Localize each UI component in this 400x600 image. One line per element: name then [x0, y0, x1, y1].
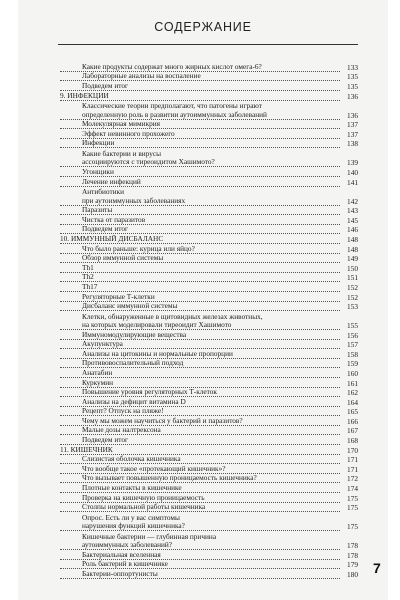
toc-entry — [60, 177, 358, 187]
toc-entry-page: 159 — [347, 359, 358, 369]
toc-entry-page: 157 — [347, 340, 358, 350]
toc-entry — [60, 388, 358, 398]
toc-entry-title: нарушения функций кишечника? — [60, 522, 340, 531]
toc-entry-page: 145 — [347, 215, 358, 225]
toc-entry-page: 158 — [347, 349, 358, 359]
toc-entry-page: 149 — [347, 254, 358, 264]
toc-entry-page: 148 — [347, 244, 358, 254]
toc-entry — [60, 196, 358, 206]
toc-entry-page: 135 — [347, 81, 358, 91]
toc-entry — [60, 254, 358, 264]
toc-entry-page: 152 — [347, 292, 358, 302]
toc-entry-title: Повышение уровня регуляторных Т-клеток — [60, 388, 340, 397]
toc-entry-title: Инфекции — [60, 139, 340, 148]
toc-entry — [60, 72, 358, 82]
toc-entry-title: Какие бактерии и вирусы — [82, 149, 162, 158]
toc-entry-page: 152 — [347, 283, 358, 293]
toc-entry — [60, 550, 358, 560]
toc-entry-title: 10. ИММУННЫЙ ДИСБАЛАНС — [60, 235, 340, 244]
toc-entry-page: 170 — [347, 445, 358, 455]
toc-entry-page: 179 — [347, 560, 358, 570]
header-rule — [58, 44, 358, 45]
toc-entry-page: 141 — [347, 177, 358, 187]
toc-chapter-heading — [60, 445, 358, 455]
toc-entry — [60, 206, 358, 216]
toc-entry-title: при аутоиммунных заболеваниях — [60, 197, 340, 206]
toc-entry-title: Анатабин — [60, 369, 340, 378]
toc-entry — [60, 349, 358, 359]
toc-entry-title: Чистка от паразитов — [60, 216, 340, 225]
toc-entry-page: 180 — [347, 569, 358, 579]
toc-entry-page: 151 — [347, 273, 358, 283]
toc-entry-page: 156 — [347, 330, 358, 340]
toc-entry-page: 138 — [347, 139, 358, 149]
toc-entry-page: 165 — [347, 407, 358, 417]
toc-entry — [60, 464, 358, 474]
toc-entry-title: аутоиммунных заболеваний? — [60, 541, 340, 550]
toc-entry — [60, 148, 358, 158]
toc-entry — [60, 522, 358, 532]
toc-entry — [60, 62, 358, 72]
toc-entry-page: 142 — [347, 196, 358, 206]
toc-entry — [60, 531, 358, 541]
table-of-contents — [60, 62, 358, 579]
toc-entry-title: Подведем итог — [60, 82, 340, 91]
toc-entry-title: 9. ИНФЕКЦИИ — [60, 92, 340, 101]
toc-entry — [60, 569, 358, 579]
toc-entry-title: Куркумин — [60, 379, 340, 388]
toc-entry — [60, 560, 358, 570]
toc-entry-title: Эффект невинного прохожего — [60, 130, 340, 139]
toc-entry — [60, 330, 358, 340]
toc-entry-title: Подведем итог — [60, 436, 340, 445]
toc-entry-page: 137 — [347, 120, 358, 130]
toc-entry — [60, 474, 358, 484]
toc-entry — [60, 120, 358, 130]
toc-entry — [60, 340, 358, 350]
toc-entry — [60, 416, 358, 426]
toc-entry-page: 135 — [347, 72, 358, 82]
toc-entry-page: 139 — [347, 158, 358, 168]
toc-entry-title: Слизистая оболочка кишечника — [60, 455, 340, 464]
toc-entry-title: Анализы на дефицит витамина D — [60, 398, 340, 407]
toc-entry-title: Антибиотики — [82, 188, 124, 197]
toc-entry-title: Лечение инфекций — [60, 178, 340, 187]
toc-entry — [60, 292, 358, 302]
page-number: 7 — [373, 560, 381, 576]
toc-entry — [60, 302, 358, 312]
toc-entry-title: определенную роль в развитии аутоиммунных заболеваний — [60, 111, 340, 120]
toc-entry-title: 11. КИШЕЧНИК — [60, 446, 340, 455]
toc-entry-title: Опрос. Есть ли у вас симптомы — [82, 513, 180, 522]
toc-entry — [60, 263, 358, 273]
toc-entry-title: Чему мы можем научиться у бактерий и паразитов? — [60, 417, 340, 426]
toc-entry-title: Лабораторные анализы на воспаление — [60, 72, 340, 81]
toc-entry — [60, 512, 358, 522]
book-page — [18, 0, 388, 600]
toc-entry-page: 136 — [347, 91, 358, 101]
toc-entry — [60, 503, 358, 513]
toc-entry-title: Что вызывает повышенную проницаемость кишечника? — [60, 474, 340, 483]
toc-entry-page: 143 — [347, 206, 358, 216]
toc-entry-page: 148 — [347, 235, 358, 245]
toc-entry — [60, 407, 358, 417]
toc-entry-title: Анализы на цитокины и нормальные пропорции — [60, 350, 340, 359]
toc-entry — [60, 378, 358, 388]
toc-entry-title: Малые дозы налтрексона — [60, 426, 340, 435]
toc-chapter-heading — [60, 234, 358, 244]
toc-entry — [60, 273, 358, 283]
toc-entry-page: 174 — [347, 483, 358, 493]
toc-entry — [60, 426, 358, 436]
toc-entry-page: 146 — [347, 225, 358, 235]
toc-entry — [60, 129, 358, 139]
toc-entry — [60, 187, 358, 197]
toc-entry-page: 167 — [347, 426, 358, 436]
toc-entry-title: Паразиты — [60, 206, 340, 215]
toc-entry-title: Th2 — [60, 273, 340, 282]
toc-entry-page: 175 — [347, 503, 358, 513]
toc-entry-title: Th1 — [60, 264, 340, 273]
toc-entry-title: Рецепт? Отпуск на пляже! — [60, 407, 340, 416]
toc-entry — [60, 101, 358, 111]
toc-chapter-heading — [60, 91, 358, 101]
toc-entry — [60, 541, 358, 551]
page-header-title: СОДЕРЖАНИЕ — [154, 20, 252, 34]
toc-entry-title: на которых моделировали тиреоидит Хашимото — [60, 321, 340, 330]
toc-entry — [60, 368, 358, 378]
toc-entry-title: Угонщики — [60, 168, 340, 177]
toc-entry-title: Клетки, обнаруженные в щитовидных железах животных, — [82, 312, 263, 321]
toc-entry-title: Роль бактерий в кишечнике — [60, 560, 340, 569]
toc-entry-title: Проверка на кишечную проницаемость — [60, 494, 340, 503]
toc-entry-page: 172 — [347, 474, 358, 484]
toc-entry-page: 136 — [347, 110, 358, 120]
toc-entry — [60, 359, 358, 369]
toc-entry-title: Дисбаланс иммунной системы — [60, 302, 340, 311]
toc-entry-title: Кишечные бактерии — глубинная причина — [82, 532, 217, 541]
toc-entry-title: Классические теории предполагают, что патогены играют — [82, 102, 262, 111]
toc-entry — [60, 110, 358, 120]
toc-entry-title: Что вообще такое «протекающий кишечник»? — [60, 465, 340, 474]
toc-entry-title: Обзор иммунной системы — [60, 254, 340, 263]
toc-entry — [60, 397, 358, 407]
toc-entry — [60, 435, 358, 445]
toc-entry-page: 137 — [347, 129, 358, 139]
toc-entry-page: 178 — [347, 541, 358, 551]
toc-entry-page: 164 — [347, 397, 358, 407]
toc-entry-title: Плотные контакты в кишечнике — [60, 484, 340, 493]
toc-entry-page: 140 — [347, 168, 358, 178]
toc-entry — [60, 455, 358, 465]
toc-entry-page: 171 — [347, 455, 358, 465]
toc-entry-title: Акупунктура — [60, 340, 340, 349]
toc-entry — [60, 244, 358, 254]
toc-entry — [60, 225, 358, 235]
toc-entry-page: 178 — [347, 550, 358, 560]
toc-entry-page: 168 — [347, 435, 358, 445]
toc-entry-title: Регуляторные Т-клетки — [60, 293, 340, 302]
toc-entry-title: Иммуномодулирующие вещества — [60, 331, 340, 340]
toc-entry-page: 150 — [347, 263, 358, 273]
toc-entry-title: Что было раньше: курица или яйцо? — [60, 245, 340, 254]
toc-entry-page: 155 — [347, 321, 358, 331]
toc-entry — [60, 81, 358, 91]
toc-entry-page: 161 — [347, 378, 358, 388]
toc-entry-title: Th17 — [60, 283, 340, 292]
toc-entry — [60, 493, 358, 503]
toc-entry-title: ассоциируются с тиреоидитом Хашимото? — [60, 158, 340, 167]
toc-entry-page: 166 — [347, 416, 358, 426]
toc-entry-page: 175 — [347, 522, 358, 532]
toc-entry-page: 160 — [347, 368, 358, 378]
toc-entry — [60, 311, 358, 321]
toc-entry-title: Столпы нормальной работы кишечника — [60, 503, 340, 512]
toc-entry-page: 162 — [347, 388, 358, 398]
toc-entry — [60, 139, 358, 149]
toc-entry — [60, 282, 358, 292]
toc-entry-page: 171 — [347, 464, 358, 474]
toc-entry-title: Бактериальная вселенная — [60, 551, 340, 560]
toc-entry — [60, 158, 358, 168]
toc-entry — [60, 167, 358, 177]
toc-entry-title: Молекулярная мимикрия — [60, 120, 340, 129]
toc-entry-page: 153 — [347, 302, 358, 312]
toc-entry-title: Подведем итог — [60, 225, 340, 234]
toc-entry-page: 175 — [347, 493, 358, 503]
toc-entry-page: 133 — [347, 62, 358, 72]
toc-entry — [60, 215, 358, 225]
toc-entry-title: Бактерии-оппортунисты — [60, 570, 340, 579]
toc-entry-title: Какие продукты содержат много жирных кислот омега-6? — [60, 63, 340, 72]
toc-entry — [60, 321, 358, 331]
toc-entry — [60, 483, 358, 493]
toc-entry-title: Противовоспалительный подход — [60, 359, 340, 368]
